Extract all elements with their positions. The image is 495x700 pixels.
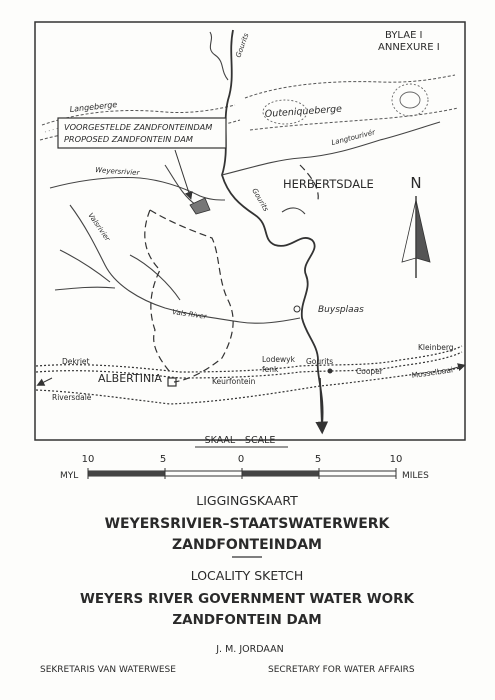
place-kleinberg: Kleinberg xyxy=(418,343,454,352)
dam-stream xyxy=(165,165,196,205)
place-mosselbaai: Mosselbaai xyxy=(411,365,454,380)
scale-title: SKAAL-- SCALE xyxy=(204,435,276,446)
dam-site-marker xyxy=(175,150,210,214)
northern-tributary xyxy=(210,32,228,80)
place-cooper: Cooper xyxy=(356,367,383,376)
vals-tributary-1 xyxy=(60,250,110,282)
scale-tick-label: 10 xyxy=(81,454,95,465)
scale-unit-miles: MILES xyxy=(402,471,429,481)
weyers-river xyxy=(50,177,225,200)
signature-title-af: SEKRETARIS VAN WATERWESE xyxy=(40,665,176,675)
label-weyers: Weyersrivier xyxy=(94,166,140,178)
arrow-riversdale xyxy=(40,378,52,384)
scale-tick-label: 10 xyxy=(389,454,403,465)
outeniqua-range xyxy=(245,75,458,130)
title-en-1: LOCALITY SKETCH xyxy=(190,568,304,583)
label-langtou: Langtourivér xyxy=(330,128,376,147)
annexure-line2: ANNEXURE I xyxy=(378,42,440,53)
place-dekriet: Dekriet xyxy=(62,357,90,366)
catchment-boundary-east xyxy=(150,210,233,382)
road-north xyxy=(36,346,462,372)
buysplaas-marker xyxy=(294,306,300,312)
signature-name: J. M. JORDAAN xyxy=(216,644,284,655)
title-en-2: WEYERS RIVER GOVERNMENT WATER WORK xyxy=(80,591,414,607)
place-gourits-town: Gourits xyxy=(306,357,334,366)
place-herbertsdale: HERBERTSDALE xyxy=(283,177,374,191)
vals-tributary-2 xyxy=(55,287,115,290)
scale-ticks xyxy=(82,454,403,465)
arrow-gourits-mouth xyxy=(320,378,322,428)
herbertsdale-stream xyxy=(282,208,305,214)
callout-line2: PROPOSED ZANDFONTEIN DAM xyxy=(64,134,193,144)
place-lodewyk-1: Lodewyk xyxy=(262,355,295,364)
scale-tick-label: 0 xyxy=(237,454,245,465)
label-outeniqua: Outeniqueberge xyxy=(264,103,343,120)
place-albertinia: ALBERTINIA xyxy=(98,372,162,385)
title-af-1: LIGGINGSKAART xyxy=(196,493,298,508)
scale-bar xyxy=(88,468,396,479)
north-label: N xyxy=(410,174,422,192)
label-valsrivier-north: Valsrivier xyxy=(86,211,112,243)
north-arrow xyxy=(402,174,430,278)
place-buysplaas: Buysplaas xyxy=(318,305,364,315)
scale-tick-label: 5 xyxy=(159,454,167,465)
vals-river xyxy=(70,205,300,323)
title-af-3: ZANDFONTEINDAM xyxy=(172,537,322,553)
label-gourits-mid: Gourits xyxy=(250,187,270,213)
gourits-town-marker xyxy=(328,369,333,374)
label-vals-river: Vals River xyxy=(171,308,208,321)
title-af-2: WEYERSRIVIER–STAATSWATERWERK xyxy=(104,516,390,532)
scale-unit-myl: MYL xyxy=(60,471,79,481)
label-langeberge: Langeberge xyxy=(69,100,118,114)
langtou-river xyxy=(222,122,440,175)
label-gourits-north: Gourits xyxy=(234,32,251,59)
catchment-boundary-west xyxy=(145,210,170,372)
title-en-3: ZANDFONTEIN DAM xyxy=(172,612,322,628)
signature-title-en: SECRETARY FOR WATER AFFAIRS xyxy=(268,665,415,675)
callout-line1: VOORGESTELDE ZANDFONTEINDAM xyxy=(64,122,213,132)
vals-tributary-3 xyxy=(130,255,180,300)
annexure-line1: BYLAE I xyxy=(385,30,423,41)
place-keurfontein: Keurfontein xyxy=(212,377,256,386)
place-lodewyk-2: fenk xyxy=(262,365,279,374)
scale-tick-label: 5 xyxy=(314,454,322,465)
place-riversdale: Riversdale xyxy=(52,393,92,402)
